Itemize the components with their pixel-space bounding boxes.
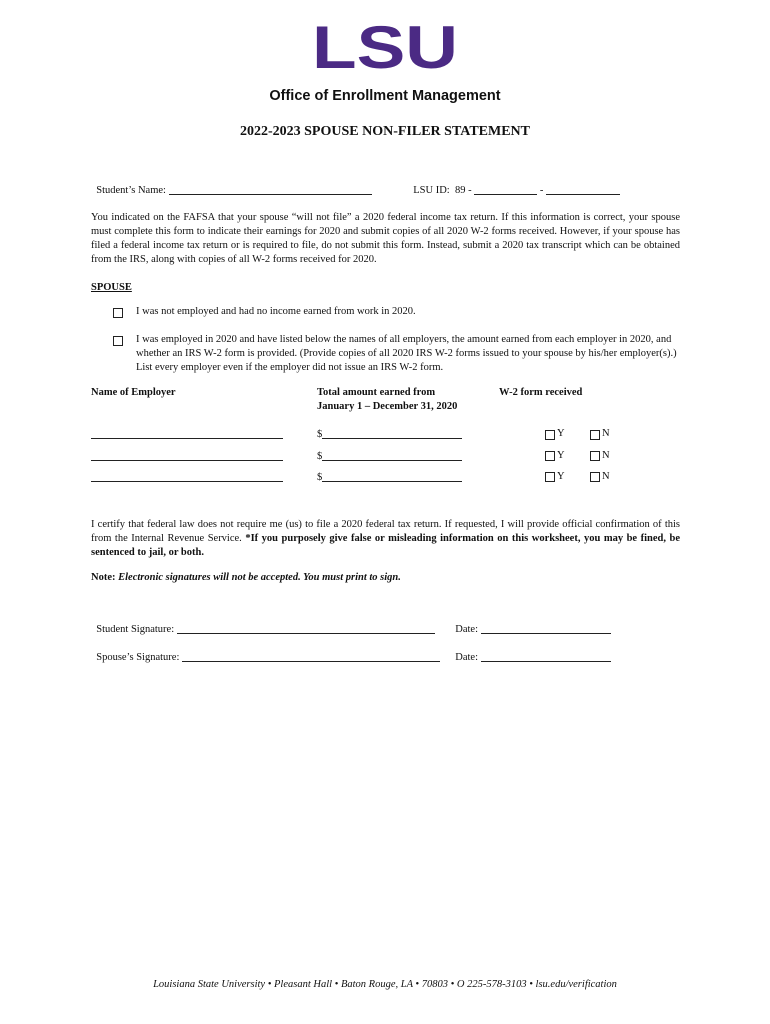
employer-name-field[interactable]	[91, 438, 283, 439]
employer-column-header: Name of Employer	[91, 387, 176, 398]
note-label: Note:	[91, 572, 119, 583]
amount-column-header-line2: January 1 – December 31, 2020	[317, 401, 458, 412]
employer-name-field[interactable]	[91, 481, 283, 482]
student-signature-label: Student Signature:	[96, 624, 177, 635]
spouse-signature-line	[91, 640, 440, 663]
w2-yes-checkbox[interactable]	[545, 472, 555, 482]
w2-yes-checkbox[interactable]	[545, 451, 555, 461]
certification-warning: *If you purposely give false or misleading information on this worksheet, you may be fined, be sentenced to jail, or both.	[91, 533, 680, 558]
lsu-id-field-1[interactable]	[474, 184, 537, 195]
student-line	[91, 173, 372, 196]
amount-field[interactable]	[317, 450, 462, 462]
dollar-sign: $	[317, 451, 323, 462]
lsu-logo	[311, 22, 459, 72]
spouse-signature-field[interactable]	[182, 651, 440, 662]
amount-blank[interactable]	[322, 450, 462, 461]
employer-name-field[interactable]	[91, 460, 283, 461]
form-title: 2022-2023 SPOUSE NON-FILER STATEMENT	[239, 124, 530, 139]
w2-no-label: N	[602, 450, 610, 461]
w2-no-checkbox[interactable]	[590, 451, 600, 461]
student-name-field[interactable]	[169, 184, 372, 195]
certification-text: I certify that federal law does not require me (us) to file a 2020 federal tax return. If requested, I will provide official confirmation of this from the Internal Revenue Service.	[91, 519, 680, 544]
w2-yes-label: Y	[557, 471, 565, 482]
lsu-id-line	[408, 173, 620, 196]
amount-field[interactable]	[317, 428, 462, 440]
spouse-date-field[interactable]	[481, 651, 611, 662]
w2-no-checkbox[interactable]	[590, 430, 600, 440]
amount-blank[interactable]	[322, 428, 462, 439]
w2-no-checkbox[interactable]	[590, 472, 600, 482]
employed-checkbox[interactable]	[113, 336, 123, 346]
lsu-id-separator: -	[537, 185, 546, 196]
note-text: Electronic signatures will not be accepted. You must print to sign.	[118, 572, 401, 583]
intro-paragraph: You indicated on the FAFSA that your spouse “will not file” a 2020 federal income tax return. If this information is correct, your spouse must complete this form to indicate their earnings for 2020 and submit copies of all 2020 W-2 forms received. However, if your spouse has filed a federal income tax return or is required to file, do not submit this form. Instead, submit a 2020 tax transcript which can be obtained from the IRS, along with copies of all W-2 forms received for 2020.	[91, 212, 680, 265]
not-employed-checkbox[interactable]	[113, 308, 123, 318]
amount-field[interactable]	[317, 471, 462, 483]
student-date-label: Date:	[455, 624, 481, 635]
note	[91, 572, 401, 583]
employed-text: I was employed in 2020 and have listed below the names of all employers, the amount earned from each employer in 2020, and whether an IRS W-2 form is provided. (Provide copies of all 2020 IRS W-2 forms issued to your spouse by his/her employer(s).) List every employer even if the employer did not issue an IRS W-2 form.	[136, 334, 677, 373]
amount-column-header-line1: Total amount earned from	[317, 387, 436, 398]
spouse-date-line	[450, 640, 611, 663]
student-date-line	[450, 612, 611, 635]
w2-yes-label: Y	[557, 428, 565, 439]
w2-yes-checkbox[interactable]	[545, 430, 555, 440]
amount-blank[interactable]	[322, 471, 462, 482]
dollar-sign: $	[317, 472, 323, 483]
not-employed-text: I was not employed and had no income earned from work in 2020.	[136, 306, 416, 317]
w2-yes-label: Y	[557, 450, 565, 461]
certification-paragraph	[91, 518, 680, 560]
lsu-id-field-2[interactable]	[546, 184, 620, 195]
lsu-logo-text: LSU	[312, 22, 458, 72]
spouse-date-label: Date:	[455, 652, 481, 663]
footer-address: Louisiana State University • Pleasant Hall • Baton Rouge, LA • 70803 • O 225-578-3103 • lsu.edu/verification	[153, 979, 617, 990]
w2-no-label: N	[602, 471, 610, 482]
w2-no-label: N	[602, 428, 610, 439]
student-date-field[interactable]	[481, 623, 611, 634]
student-signature-line	[91, 612, 435, 635]
spouse-heading: SPOUSE	[91, 282, 132, 293]
w2-column-header: W-2 form received	[499, 387, 583, 398]
dollar-sign: $	[317, 429, 323, 440]
student-signature-field[interactable]	[177, 623, 435, 634]
office-title: Office of Enrollment Management	[269, 88, 501, 104]
student-name-label: Student’s Name:	[96, 185, 169, 196]
lsu-id-label: LSU ID: 89 -	[413, 185, 475, 196]
spouse-signature-label: Spouse’s Signature:	[96, 652, 182, 663]
